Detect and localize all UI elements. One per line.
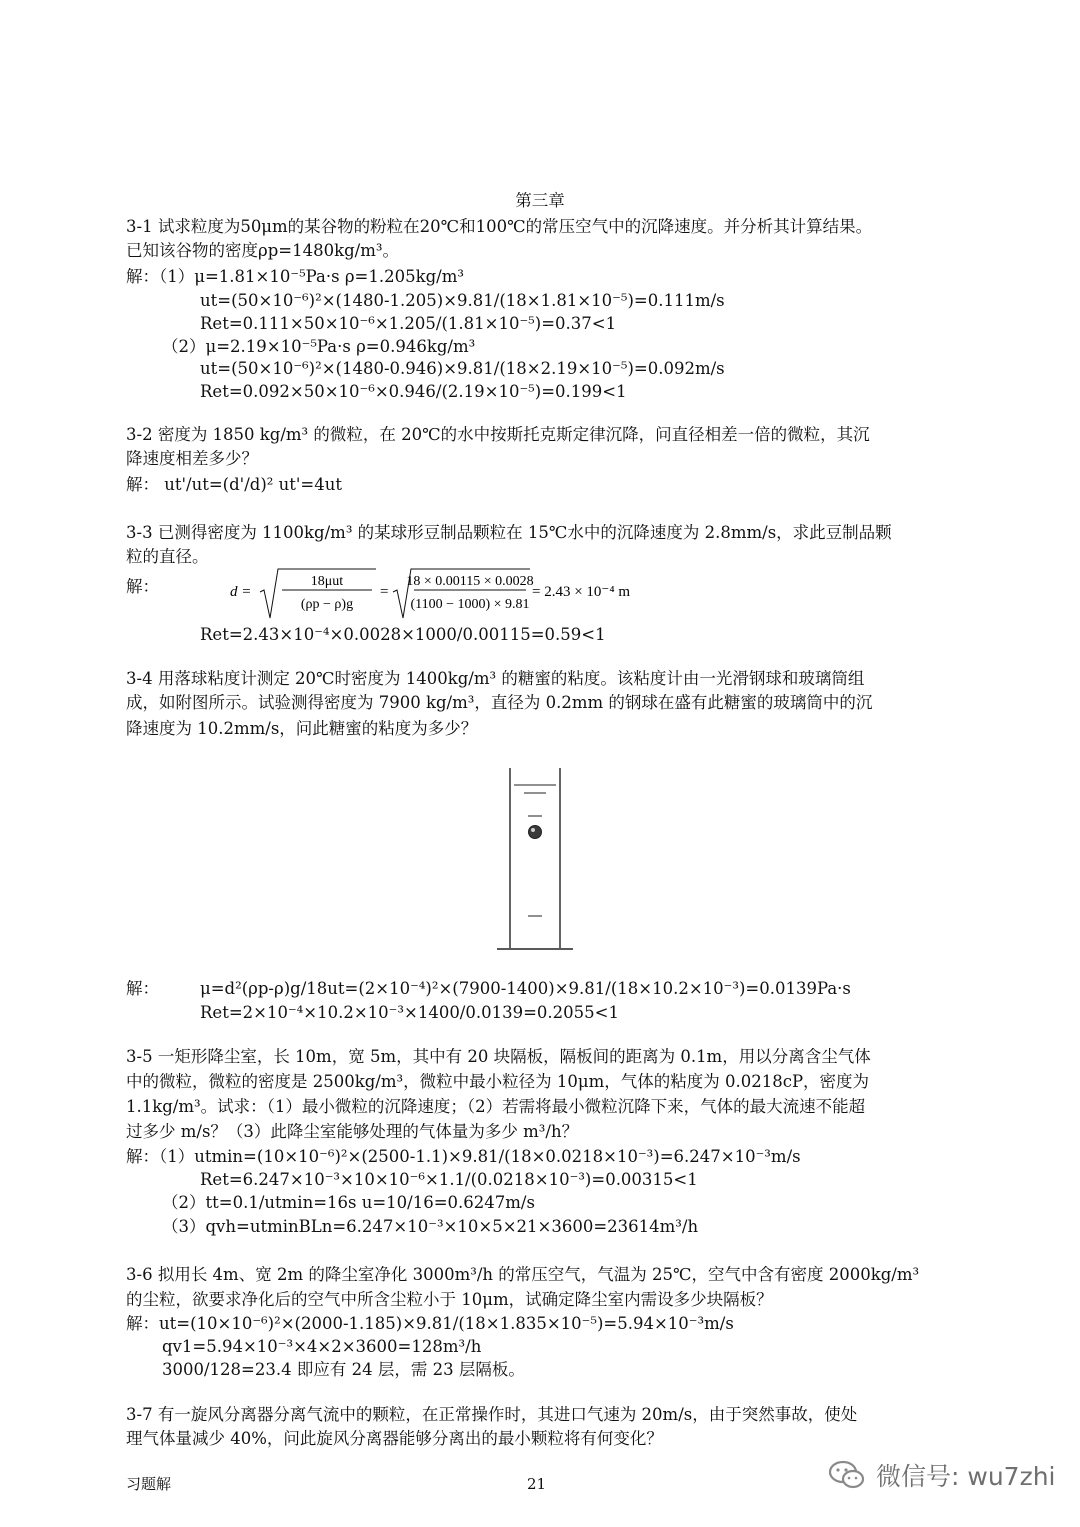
steel-ball (529, 826, 542, 839)
problem-3-4-line-2: 成，如附图所示。试验测得密度为 7900 kg/m³，直径为 0.2mm 的钢球在盛有此糖蜜的玻璃筒中的沉 (126, 693, 873, 712)
formula-den-2: (1100 − 1000) × 9.81 (410, 597, 530, 612)
problem-3-5-line-4: 过多少 m/s？（3）此降尘室能够处理的气体量为多少 m³/h？ (126, 1122, 579, 1141)
problem-3-7-line-1: 3-7 有一旋风分离器分离气流中的颗粒，在正常操作时，其进口气速为 20m/s，由于突然事故，使处 (126, 1405, 858, 1424)
solution-3-4-line-1: μ=d²(ρp-ρ)g/18ut=(2×10⁻⁴)²×(7900-1400)×9.81/(18×10.2×10⁻³)=0.0139Pa·s (200, 979, 851, 998)
formula-rhs: = 2.43 × 10⁻⁴ m (532, 584, 630, 600)
footer-left-text: 习题解 (126, 1475, 172, 1493)
chapter-title: 第三章 (515, 191, 565, 210)
problem-3-4-line-1: 3-4 用落球粘度计测定 20℃时密度为 1400kg/m³ 的糖蜜的粘度。该粘度计由一光滑钢球和玻璃筒组 (126, 669, 865, 688)
solution-3-5-line-3: （2）tt=0.1/utmin=16s u=10/16=0.6247m/s (162, 1193, 535, 1212)
falling-ball-viscometer-figure (497, 768, 577, 958)
wechat-icon (828, 1459, 866, 1491)
problem-3-6-line-1: 3-6 拟用长 4m、宽 2m 的降尘室净化 3000m³/h 的常压空气，气温为 25℃，空气中含有密度 2000kg/m³ (126, 1265, 920, 1284)
formula-den-1: (ρp − ρ)g (300, 597, 354, 612)
solution-3-1-line-3: Ret=0.111×50×10⁻⁶×1.205/(1.81×10⁻⁵)=0.37<1 (200, 314, 617, 333)
solution-3-1-line-4: （2）μ=2.19×10⁻⁵Pa·s ρ=0.946kg/m³ (162, 337, 476, 356)
solution-3-4-line-2: Ret=2×10⁻⁴×10.2×10⁻³×1400/0.0139=0.2055<1 (200, 1003, 619, 1022)
solution-3-6-line-3: 3000/128=23.4 即应有 24 层，需 23 层隔板。 (162, 1360, 525, 1379)
solution-3-4-label: 解： (126, 979, 159, 998)
solution-3-5-line-1: 解：（1）utmin=(10×10⁻⁶)²×(2500-1.1)×9.81/(18×0.0218×10⁻³)=6.247×10⁻³m/s (126, 1147, 801, 1166)
problem-3-3-line-1: 3-3 已测得密度为 1100kg/m³ 的某球形豆制品颗粒在 15℃水中的沉降速度为 2.8mm/s，求此豆制品颗 (126, 523, 892, 542)
solution-3-1-line-2: ut=(50×10⁻⁶)²×(1480-1.205)×9.81/(18×1.81×10⁻⁵)=0.111m/s (200, 291, 725, 310)
page-number: 21 (527, 1475, 547, 1493)
formula-num-1: 18μut (310, 574, 344, 589)
solution-3-5-line-4: （3）qvh=utminBLn=6.247×10⁻³×10×5×21×3600=23614m³/h (162, 1217, 699, 1236)
problem-3-1-line-2: 已知该谷物的密度ρp=1480kg/m³。 (126, 241, 399, 260)
formula-3-3 (230, 566, 670, 627)
solution-3-1-line-6: Ret=0.092×50×10⁻⁶×0.946/(2.19×10⁻⁵)=0.199<1 (200, 382, 627, 401)
problem-3-2-line-1: 3-2 密度为 1850 kg/m³ 的微粒，在 20℃的水中按斯托克斯定律沉降，问直径相差一倍的微粒，其沉 (126, 425, 870, 444)
solution-3-1-line-5: ut=(50×10⁻⁶)²×(1480-0.946)×9.81/(18×2.19×10⁻⁵)=0.092m/s (200, 359, 725, 378)
solution-3-5-line-2: Ret=6.247×10⁻³×10×10⁻⁶×1.1/(0.0218×10⁻³)=0.00315<1 (200, 1170, 698, 1189)
viscometer-svg (497, 768, 577, 954)
problem-3-5-line-2: 中的微粒，微粒的密度是 2500kg/m³，微粒中最小粒径为 10μm，气体的粘度为 0.0218cP，密度为 (126, 1072, 870, 1091)
solution-3-3-label: 解： (126, 577, 159, 596)
steel-ball-highlight (531, 828, 535, 832)
wechat-watermark (828, 1457, 1055, 1493)
formula-lhs: d = (230, 584, 252, 600)
solution-3-1-line-1: 解：（1）μ=1.81×10⁻⁵Pa·s ρ=1.205kg/m³ (126, 267, 464, 286)
problem-3-2-line-2: 降速度相差多少？ (126, 449, 258, 468)
equals-sign: = (380, 584, 389, 600)
solution-3-3-line-2: Ret=2.43×10⁻⁴×0.0028×1000/0.00115=0.59<1 (200, 625, 606, 644)
problem-3-3-line-2: 粒的直径。 (126, 547, 209, 566)
problem-3-4-line-3: 降速度为 10.2mm/s，问此糖蜜的粘度为多少？ (126, 719, 478, 738)
solution-3-6-line-1: 解：ut=(10×10⁻⁶)²×(2000-1.185)×9.81/(18×1.835×10⁻⁵)=5.94×10⁻³m/s (126, 1314, 734, 1333)
problem-3-1-line-1: 3-1 试求粒度为50μm的某谷物的粉粒在20℃和100℃的常压空气中的沉降速度。并分析其计算结果。 (126, 217, 873, 236)
solution-3-6-line-2: qv1=5.94×10⁻³×4×2×3600=128m³/h (162, 1337, 482, 1356)
problem-3-7-line-2: 理气体量减少 40%，问此旋风分离器能够分离出的最小颗粒将有何变化？ (126, 1429, 663, 1448)
problem-3-5-line-1: 3-5 一矩形降尘室，长 10m，宽 5m，其中有 20 块隔板，隔板间的距离为 0.1m，用以分离含尘气体 (126, 1047, 871, 1066)
problem-3-5-line-3: 1.1kg/m³。试求：（1）最小微粒的沉降速度；（2）若需将最小微粒沉降下来，气体的最大流速不能超 (126, 1097, 866, 1116)
problem-3-6-line-2: 的尘粒，欲要求净化后的空气中所含尘粒小于 10μm，试确定降尘室内需设多少块隔板？ (126, 1290, 773, 1309)
sqrt-formula-svg (230, 566, 670, 622)
watermark-text: 微信号: wu7zhi (876, 1462, 1056, 1491)
formula-num-2: 18 × 0.00115 × 0.0028 (406, 574, 534, 589)
solution-3-2-line-1: 解： ut'/ut=(d'/d)² ut'=4ut (126, 475, 343, 494)
